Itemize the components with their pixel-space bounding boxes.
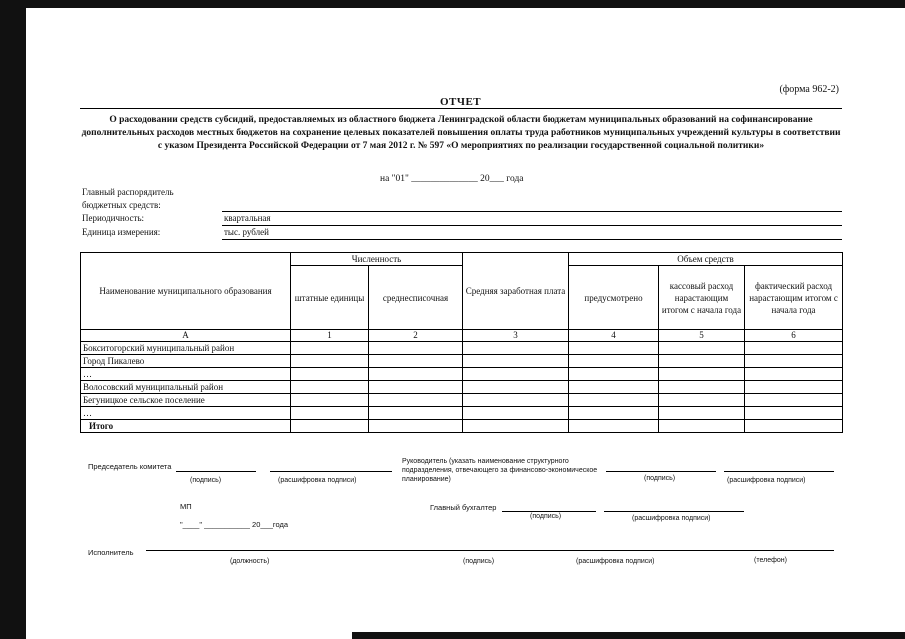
col-actual-header: фактический расход нарастающим итогом с начала года <box>745 266 843 330</box>
title-divider <box>80 108 842 109</box>
headcount-group-header: Численность <box>291 253 463 266</box>
table-cell <box>369 394 463 407</box>
table-cell <box>463 368 569 381</box>
col-number: 4 <box>569 330 659 342</box>
scan-border-bottom <box>352 632 905 639</box>
periodicity-label: Периодичность: <box>82 213 145 223</box>
report-table <box>80 252 843 433</box>
table-cell <box>463 407 569 420</box>
accountant-sign-line <box>502 511 596 512</box>
executor-label: Исполнитель <box>88 548 134 557</box>
table-cell <box>659 381 745 394</box>
table-cell <box>569 407 659 420</box>
total-label: Итого <box>81 420 291 433</box>
form-number: (форма 962-2) <box>779 84 839 95</box>
municipality-name: Бокситогорский муниципальный район <box>81 342 291 355</box>
table-cell <box>745 420 843 433</box>
executor-decode-caption: (расшифровка подписи) <box>576 558 655 565</box>
main-manager-line <box>222 211 842 212</box>
table-cell <box>659 368 745 381</box>
table-cell <box>463 394 569 407</box>
table-cell <box>369 381 463 394</box>
municipality-name: Город Пикалево <box>81 355 291 368</box>
table-cell <box>463 381 569 394</box>
table-row <box>81 368 843 381</box>
table-cell <box>745 355 843 368</box>
table-cell <box>463 420 569 433</box>
chair-decode-caption: (расшифровка подписи) <box>278 477 357 484</box>
funds-group-header: Объем средств <box>569 253 843 266</box>
municipality-name: Волосовский муниципальный район <box>81 381 291 394</box>
col-number: 5 <box>659 330 745 342</box>
col-municipality-header: Наименование муниципального образования <box>81 253 291 330</box>
main-manager-label: Главный распорядитель <box>82 187 174 197</box>
table-cell <box>291 394 369 407</box>
total-row <box>81 420 843 433</box>
table-cell <box>745 394 843 407</box>
head-sign-caption: (подпись) <box>644 475 676 482</box>
unit-value: тыс. рублей <box>224 227 269 237</box>
municipality-name: … <box>81 368 291 381</box>
table-cell <box>569 381 659 394</box>
table-row <box>81 394 843 407</box>
col-number: 3 <box>463 330 569 342</box>
scan-border-top <box>0 0 905 8</box>
table-cell <box>291 342 369 355</box>
col-number: А <box>81 330 291 342</box>
col-cash-header: кассовый расход нарастающим итогом с начала года <box>659 266 745 330</box>
head-label: Руководитель (указать наименование структурного подразделения, отвечающего за финансово-экономическое планирование) <box>402 458 598 483</box>
table-cell <box>369 355 463 368</box>
table-cell <box>369 368 463 381</box>
col-number: 2 <box>369 330 463 342</box>
table-row <box>81 355 843 368</box>
table-cell <box>291 407 369 420</box>
report-subtitle: О расходовании средств субсидий, предоставляемых из областного бюджета Ленинградской области бюджетам муниципальных образований на софинансирование дополнительных расходов местных бюджетов на сохранение целевых показателей повышения оплаты труда работников муниципальных учреждений культуры в соответствии с указом Президента Российской Федерации от 7 мая 2012 г. № 597 «О мероприятиях по реализации государственной социальной политики» <box>81 115 841 151</box>
table-cell <box>659 342 745 355</box>
table-cell <box>291 381 369 394</box>
scan-border-left <box>0 0 26 639</box>
table-cell <box>659 355 745 368</box>
report-title: ОТЧЕТ <box>440 96 482 108</box>
table-cell <box>569 394 659 407</box>
chair-decode-line <box>270 471 392 472</box>
col-planned-header: предусмотрено <box>569 266 659 330</box>
table-cell <box>569 342 659 355</box>
periodicity-value: квартальная <box>224 213 271 223</box>
table-row <box>81 342 843 355</box>
col-staff-header: штатные единицы <box>291 266 369 330</box>
accountant-label: Главный бухгалтер <box>430 503 497 512</box>
table-cell <box>659 394 745 407</box>
table-cell <box>745 407 843 420</box>
executor-position-caption: (должность) <box>230 558 270 565</box>
table-cell <box>569 368 659 381</box>
head-sign-line <box>606 471 716 472</box>
municipality-name: … <box>81 407 291 420</box>
table-row <box>81 381 843 394</box>
chair-sign-caption: (подпись) <box>190 477 222 484</box>
sign-date: "____" ___________ 20___года <box>180 520 289 529</box>
col-avg-header: среднесписочная <box>369 266 463 330</box>
table-cell <box>369 420 463 433</box>
col-number: 6 <box>745 330 843 342</box>
table-cell <box>291 420 369 433</box>
table-cell <box>745 368 843 381</box>
table-cell <box>745 342 843 355</box>
unit-label: Единица измерения: <box>82 227 161 237</box>
head-decode-caption: (расшифровка подписи) <box>727 477 806 484</box>
executor-line <box>146 550 834 551</box>
col-salary-header: Средняя заработная плата <box>463 253 569 330</box>
unit-line <box>222 239 842 240</box>
table-cell <box>745 381 843 394</box>
table-cell <box>569 420 659 433</box>
accountant-decode-line <box>604 511 744 512</box>
table-cell <box>369 342 463 355</box>
head-decode-line <box>724 471 834 472</box>
table-row <box>81 407 843 420</box>
executor-phone-caption: (телефон) <box>754 557 787 564</box>
main-manager-label-2: бюджетных средств: <box>82 200 161 210</box>
table-cell <box>659 407 745 420</box>
report-date: на "01" ______________ 20___ года <box>380 174 524 184</box>
accountant-decode-caption: (расшифровка подписи) <box>632 515 711 522</box>
chair-sign-line <box>176 471 256 472</box>
executor-sign-caption: (подпись) <box>463 558 495 565</box>
table-cell <box>659 420 745 433</box>
col-number: 1 <box>291 330 369 342</box>
table-cell <box>463 342 569 355</box>
table-cell <box>463 355 569 368</box>
periodicity-line <box>222 225 842 226</box>
accountant-sign-caption: (подпись) <box>530 513 562 520</box>
table-cell <box>569 355 659 368</box>
table-cell <box>291 368 369 381</box>
chair-label: Председатель комитета <box>88 462 172 471</box>
municipality-name: Бегуницкое сельское поселение <box>81 394 291 407</box>
table-cell <box>291 355 369 368</box>
table-cell <box>369 407 463 420</box>
stamp-label: МП <box>180 502 192 511</box>
